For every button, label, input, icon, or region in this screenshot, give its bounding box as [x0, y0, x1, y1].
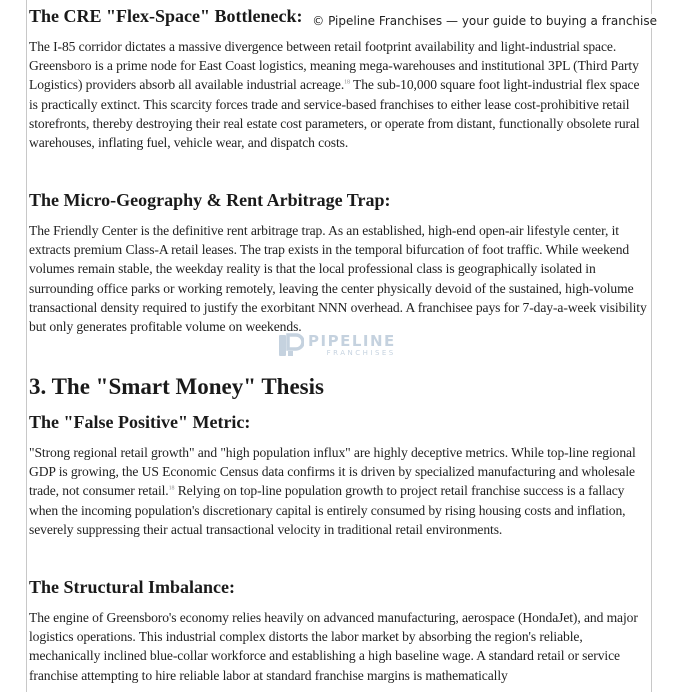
watermark-name: PIPELINE [308, 332, 396, 350]
structural-paragraph: The engine of Greensboro's economy relies heavily on advanced manufacturing, aerospace (HondaJet), and major logistics operations. This industrial complex distorts the labor market by absorbing the region's reliable, mechanically inclined blue-collar workforce and establishing a high baseline wage. A standard retail or service franchise attempting to hire reliable labor at standard franchise margins is mathematically [29, 610, 638, 683]
pipeline-logo-icon [278, 332, 304, 358]
pipeline-watermark [278, 332, 396, 358]
cre-paragraph [29, 37, 649, 152]
false-text-a: "Strong regional retail growth" and "high population influx" are highly deceptive metrics. While top-line regional GDP is growing, the US Economic Census data confirms it is driven by specialized manufacturing and wholesale trade, not consumer retail. [29, 445, 636, 499]
watermark-sub: FRANCHISES [326, 349, 396, 357]
false-positive-paragraph [29, 443, 649, 539]
thesis-heading: 3. The "Smart Money" Thesis [29, 374, 324, 399]
micro-paragraph: The Friendly Center is the definitive rent arbitrage trap. As an established, high-end open-air lifestyle center, it extracts premium Class-A retail leases. The trap exists in the temporal bifurcation of foot traffic. While weekend volumes remain stable, the weekday reality is that the local professional class is geographically isolated in surrounding office parks or working remotely, leaving the center physically devoid of the sustained, high-volume transactional density required to justify the exorbitant NNN overhead. A franchisee pays for 7-day-a-week visibility but only generates profitable volume on weekends. [29, 223, 647, 335]
structural-heading: The Structural Imbalance: [29, 577, 235, 597]
cre-text-a: The I-85 corridor dictates a massive divergence between retail footprint availability and light-industrial space. Greensboro is a prime node for East Coast logistics, meaning mega-warehouses and institutional 3PL (Third Party Logistics) providers absorb all available industrial acreage. [29, 39, 639, 93]
micro-heading: The Micro-Geography & Rent Arbitrage Trap: [29, 190, 391, 210]
cre-heading: The CRE "Flex-Space" Bottleneck: [29, 6, 303, 26]
citation-marker[interactable]: 18 [168, 485, 175, 492]
false-positive-heading: The "False Positive" Metric: [29, 412, 251, 432]
false-text-b: Relying on top-line population growth to project retail franchise success is a fallacy when the incoming population's discretionary capital is entirely consumed by rising housing costs and inflation, severely suppressing their actual transactional velocity in traditional retail environments. [29, 483, 626, 537]
cre-text-b: The sub-10,000 square foot light-industrial flex space is practically extinct. This scarcity forces trade and service-based franchises to either lease cost-prohibitive retail storefronts, thereby destroying their real estate cost parameters, or operate from distant, functionally obsolete rural warehouses, inflating fuel, vehicle wear, and dispatch costs. [29, 77, 640, 151]
copyright-notice: © Pipeline Franchises — your guide to buying a franchise [312, 14, 657, 28]
citation-marker[interactable]: 18 [344, 79, 350, 86]
